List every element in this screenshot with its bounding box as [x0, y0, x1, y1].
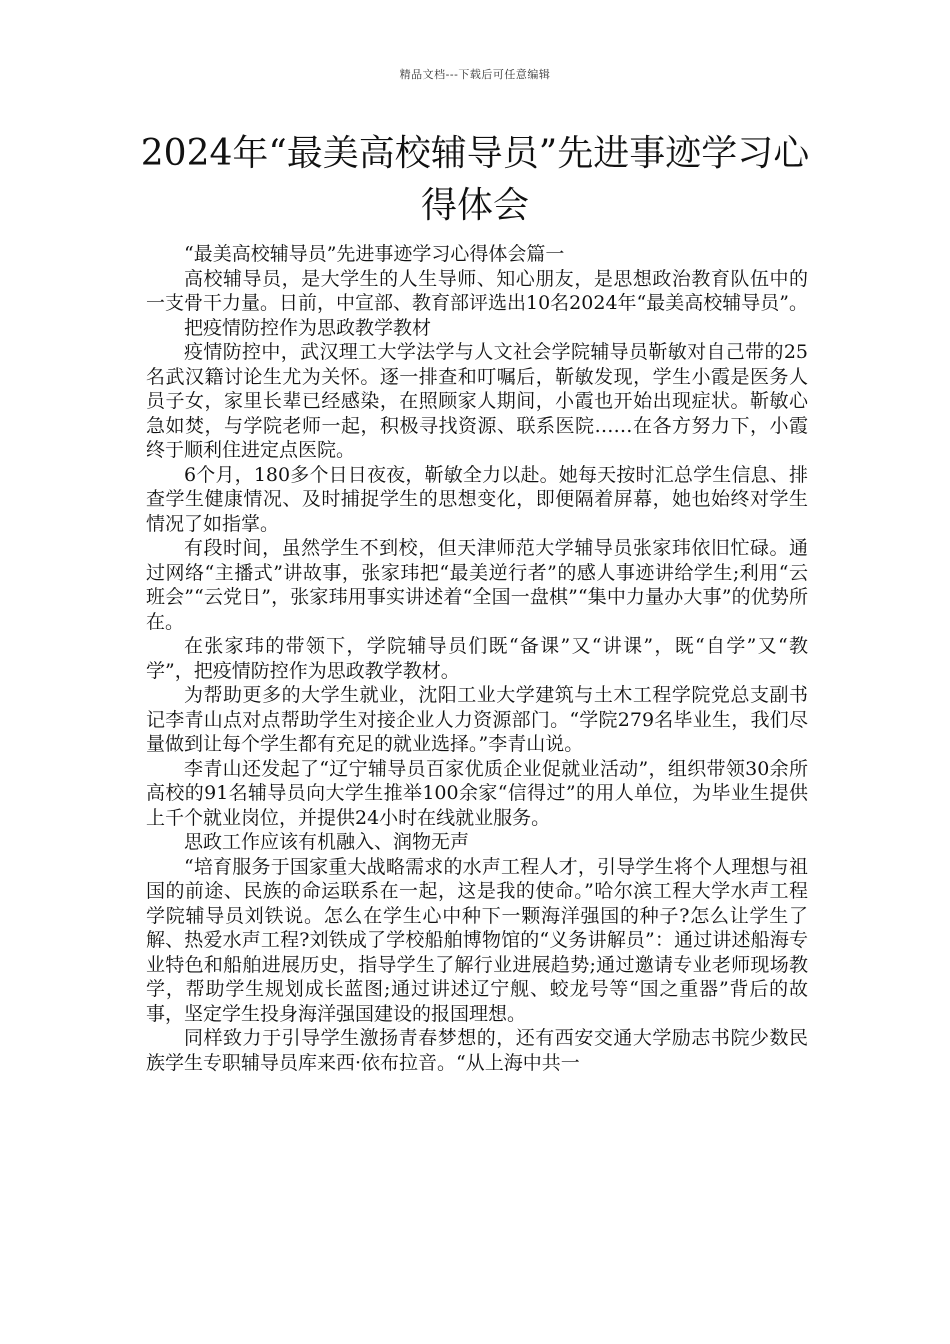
subheading: 把疫情防控作为思政教学教材	[184, 316, 432, 339]
paragraph: 6个月，180多个日日夜夜，靳敏全力以赴。她每天按时汇总学生信息、排查学生健康情况、及时捕捉学生的思想变化，即便隔着屏幕，她也始终对学生情况了如指掌。	[146, 463, 808, 535]
paragraph: 疫情防控中，武汉理工大学法学与人文社会学院辅导员靳敏对自己带的25名武汉籍讨论生尤为关怀。逐一排查和叮嘱后，靳敏发现，学生小霞是医务人员子女，家里长辈已经感染，在照顾家人期间，小霞也开始出现症状。靳敏心急如焚，与学院老师一起，积极寻找资源、联系医院……在各方努力下，小霞终于顺利住进定点医院。	[146, 341, 808, 461]
paragraph: 为帮助更多的大学生就业，沈阳工业大学建筑与土木工程学院党总支副书记李青山点对点帮助学生对接企业人力资源部门。“学院279名毕业生，我们尽量做到让每个学生都有充足的就业选择。”李青山说。	[146, 684, 808, 755]
paragraph: 高校辅导员，是大学生的人生导师、知心朋友，是思想政治教育队伍中的一支骨干力量。日前，中宣部、教育部评选出10名2024年“最美高校辅导员”。	[146, 267, 808, 314]
header-note: 精品文档---下载后可任意编辑	[399, 68, 551, 81]
paragraph: 李青山还发起了“辽宁辅导员百家优质企业促就业活动”，组织带领30余所高校的91名辅导员向大学生推举100余家“信得过”的用人单位，为毕业生提供上千个就业岗位，并提供24小时在线就业服务。	[146, 757, 808, 829]
subheading: 思政工作应该有机融入、润物无声	[184, 831, 470, 853]
paragraph: “培育服务于国家重大战略需求的水声工程人才，引导学生将个人理想与祖国的前途、民族的命运联系在一起，这是我的使命。”哈尔滨工程大学水声工程学院辅导员刘铁说。怎么在学生心中种下一颗海洋强国的种子?怎么让学生了解、热爱水声工程?刘铁成了学校船舶博物馆的“义务讲解员”：通过讲述船海专业特色和船舶进展历史，指导学生了解行业进展趋势;通过邀请专业老师现场教学，帮助学生规划成长蓝图;通过讲述辽宁舰、蛟龙号等“国之重器”背后的故事，坚定学生投身海洋强国建设的报国理想。	[146, 855, 808, 1025]
document-title: 2024年“最美高校辅导员”先进事迹学习心得体会	[140, 133, 810, 226]
section-heading: “最美高校辅导员”先进事迹学习心得体会篇一	[184, 243, 565, 265]
document-body	[146, 242, 808, 1075]
paragraph: 有段时间，虽然学生不到校，但天津师范大学辅导员张家玮依旧忙碌。通过网络“主播式”讲故事，张家玮把“最美逆行者”的感人事迹讲给学生;利用“云班会”“云党日”，张家玮用事实讲述着“全国一盘棋”“集中力量办大事”的优势所在。	[146, 537, 808, 633]
paragraph: 同样致力于引导学生激扬青春梦想的，还有西安交通大学励志书院少数民族学生专职辅导员库来西·依布拉音。“从上海中共一	[146, 1027, 808, 1074]
paragraph: 在张家玮的带领下，学院辅导员们既“备课”又“讲课”，既“自学”又“教学”，把疫情防控作为思政教学教材。	[146, 635, 808, 682]
